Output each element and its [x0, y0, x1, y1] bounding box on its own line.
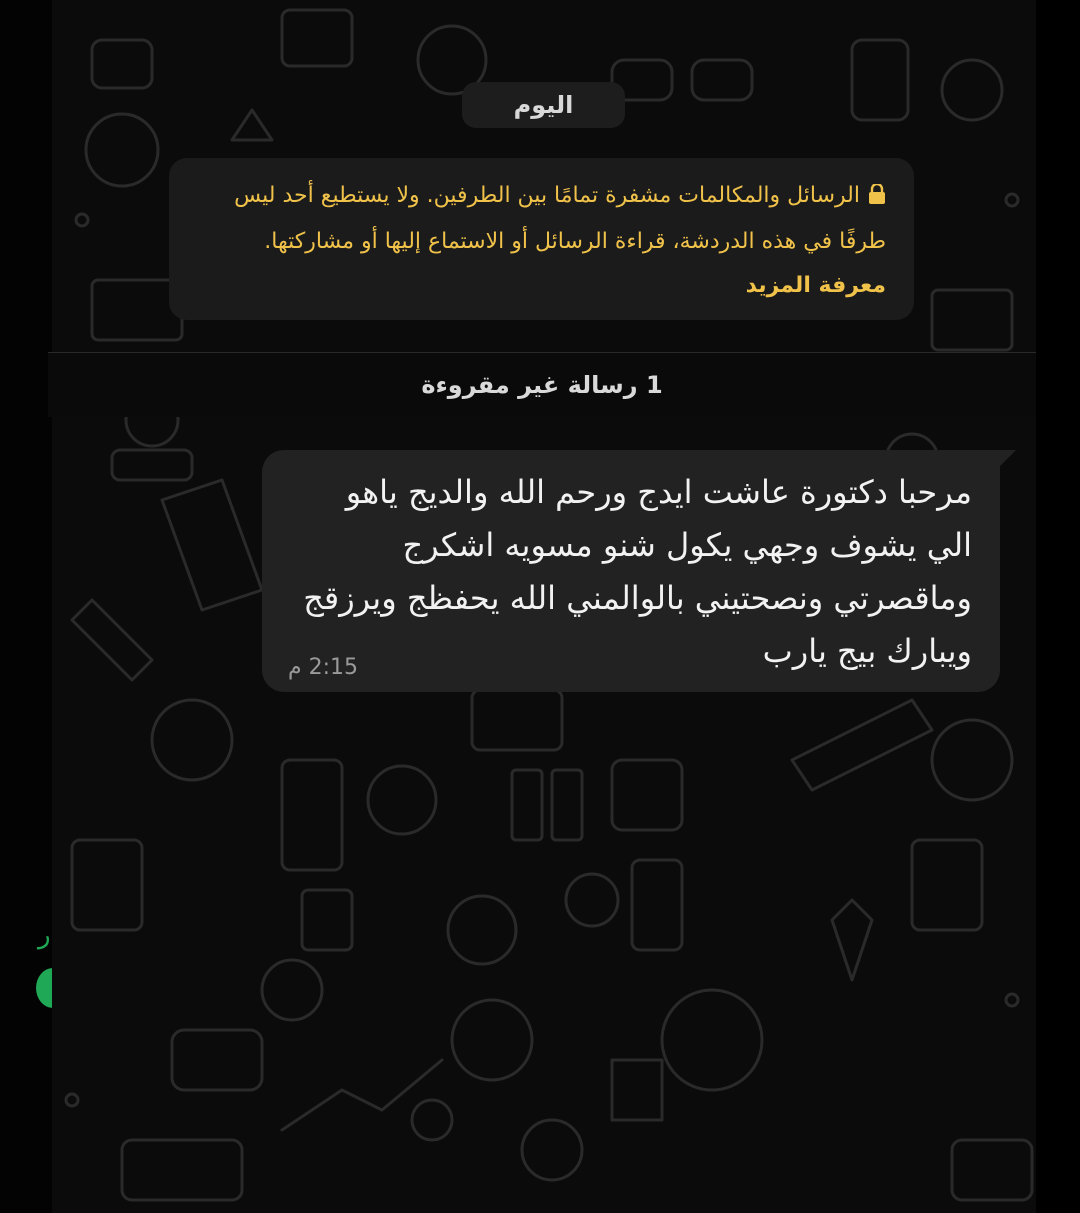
partial-chevron-icon: ﺭ — [38, 920, 51, 950]
incoming-message-bubble[interactable] — [262, 450, 1000, 692]
encryption-notice[interactable] — [169, 158, 914, 320]
bubble-tail — [1000, 450, 1016, 466]
message-timestamp: 2:15 م — [288, 655, 359, 680]
date-label: اليوم — [513, 91, 574, 119]
learn-more-link[interactable]: معرفة المزيد — [745, 273, 886, 298]
lock-icon — [868, 176, 886, 220]
message-text: مرحبا دكتورة عاشت ايدج ورحم الله والديج ياهو الي يشوف وجهي يكول شنو مسويه اشكرج وماقصرتي ونصحتيني بالوالمني الله يحفظج ويرزقج ويبارك بيج يارب — [303, 473, 972, 670]
background-chat-list-strip — [0, 0, 52, 1213]
unread-label: 1 رسالة غير مقروءة — [421, 371, 663, 399]
encryption-notice-text: الرسائل والمكالمات مشفرة تمامًا بين الطرفين. ولا يستطيع أحد ليس طرفًا في هذه الدردشة، قراءة الرسائل أو الاستماع إليها أو مشاركتها. — [234, 183, 886, 254]
date-separator — [462, 82, 625, 128]
unread-messages-separator — [48, 353, 1036, 417]
